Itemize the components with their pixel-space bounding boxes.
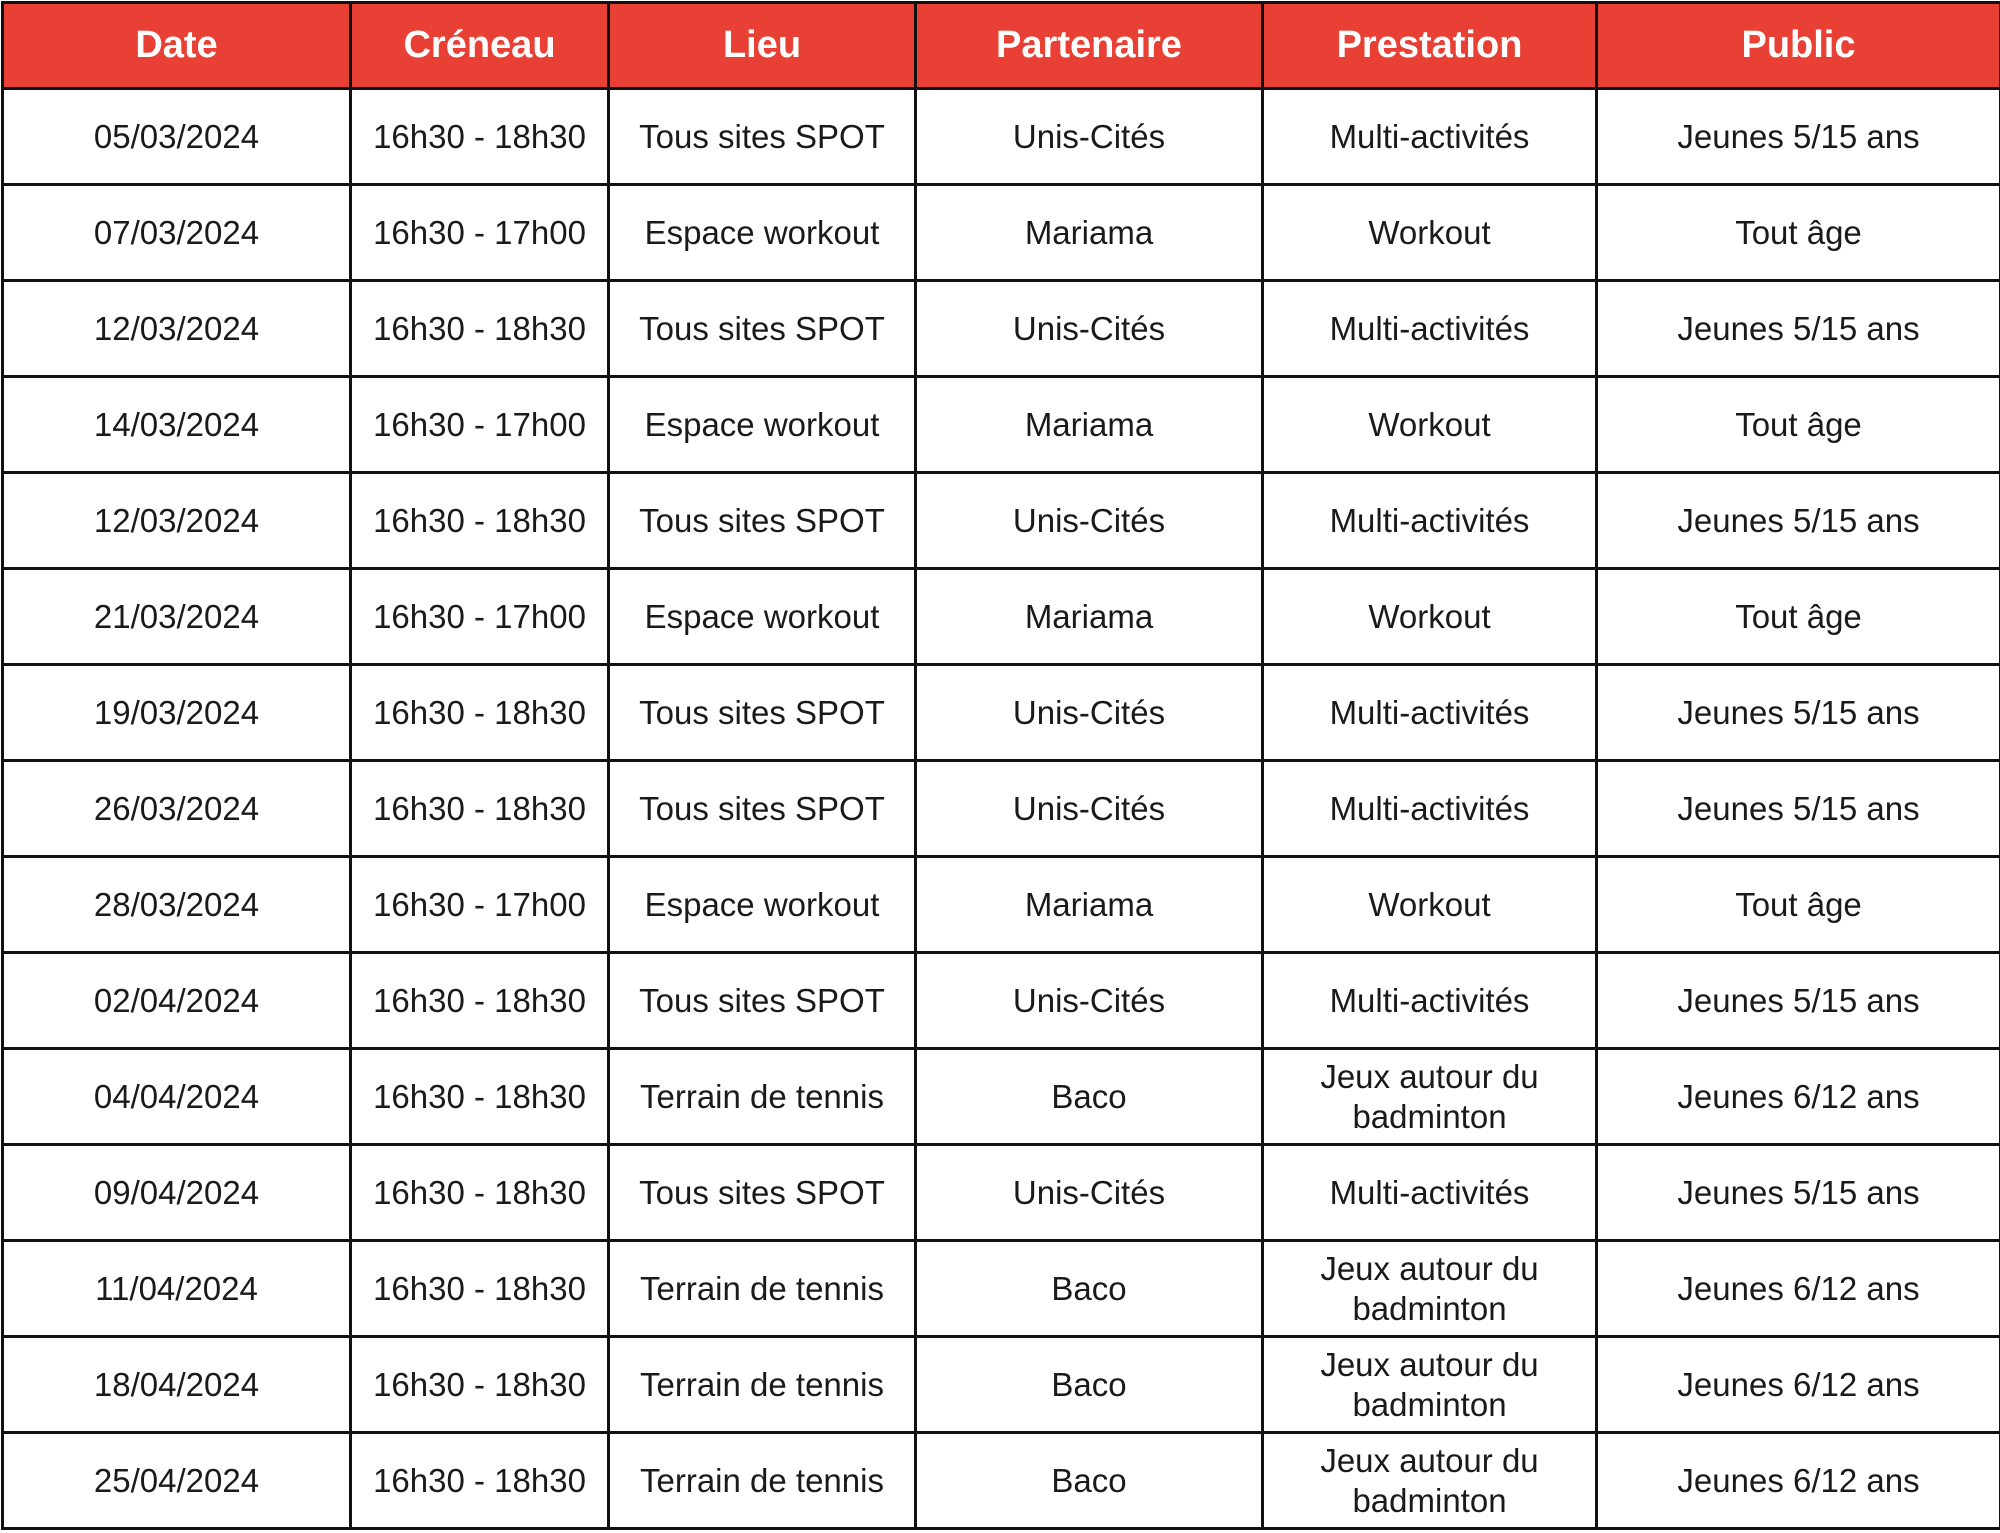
creneau-cell: 16h30 - 18h30 [351,473,609,569]
lieu-cell: Terrain de tennis [609,1433,916,1529]
public-cell: Jeunes 5/15 ans [1597,473,2000,569]
partenaire-cell: Baco [916,1241,1263,1337]
prestation-cell: Jeux autour du badminton [1263,1049,1597,1145]
lieu-cell: Espace workout [609,857,916,953]
table-row [3,281,2000,377]
public-cell: Jeunes 5/15 ans [1597,281,2000,377]
public-cell: Jeunes 5/15 ans [1597,665,2000,761]
public-cell: Tout âge [1597,185,2000,281]
prestation-cell: Jeux autour du badminton [1263,1337,1597,1433]
table-body [3,89,2000,1529]
prestation-cell: Jeux autour du badminton [1263,1433,1597,1529]
lieu-cell: Tous sites SPOT [609,281,916,377]
lieu-cell: Tous sites SPOT [609,473,916,569]
public-cell: Jeunes 5/15 ans [1597,953,2000,1049]
header-row [3,3,2000,89]
table-row [3,953,2000,1049]
partenaire-cell: Mariama [916,377,1263,473]
date-cell: 11/04/2024 [3,1241,351,1337]
table-row [3,89,2000,185]
creneau-cell: 16h30 - 18h30 [351,953,609,1049]
public-cell: Jeunes 5/15 ans [1597,89,2000,185]
lieu-cell: Tous sites SPOT [609,1145,916,1241]
prestation-cell: Multi-activités [1263,665,1597,761]
public-cell: Tout âge [1597,569,2000,665]
creneau-cell: 16h30 - 18h30 [351,89,609,185]
date-cell: 21/03/2024 [3,569,351,665]
partenaire-cell: Mariama [916,185,1263,281]
public-cell: Jeunes 5/15 ans [1597,761,2000,857]
public-cell: Jeunes 6/12 ans [1597,1241,2000,1337]
date-cell: 18/04/2024 [3,1337,351,1433]
partenaire-cell: Baco [916,1433,1263,1529]
date-cell: 02/04/2024 [3,953,351,1049]
creneau-cell: 16h30 - 17h00 [351,377,609,473]
table-row [3,1433,2000,1529]
creneau-cell: 16h30 - 18h30 [351,665,609,761]
public-cell: Jeunes 6/12 ans [1597,1337,2000,1433]
table-row [3,1241,2000,1337]
prestation-cell: Multi-activités [1263,761,1597,857]
prestation-cell: Jeux autour du badminton [1263,1241,1597,1337]
partenaire-cell: Unis-Cités [916,1145,1263,1241]
table-row [3,857,2000,953]
public-cell: Tout âge [1597,377,2000,473]
creneau-cell: 16h30 - 18h30 [351,761,609,857]
date-cell: 14/03/2024 [3,377,351,473]
partenaire-cell: Mariama [916,857,1263,953]
prestation-cell: Multi-activités [1263,1145,1597,1241]
lieu-cell: Terrain de tennis [609,1241,916,1337]
creneau-cell: 16h30 - 17h00 [351,185,609,281]
public-cell: Jeunes 5/15 ans [1597,1145,2000,1241]
creneau-cell: 16h30 - 18h30 [351,1337,609,1433]
lieu-cell: Tous sites SPOT [609,665,916,761]
date-cell: 26/03/2024 [3,761,351,857]
date-cell: 28/03/2024 [3,857,351,953]
column-header-creneau: Créneau [351,3,609,89]
table-row [3,473,2000,569]
table-row [3,1337,2000,1433]
lieu-cell: Espace workout [609,377,916,473]
date-cell: 12/03/2024 [3,473,351,569]
lieu-cell: Terrain de tennis [609,1049,916,1145]
lieu-cell: Espace workout [609,185,916,281]
partenaire-cell: Unis-Cités [916,761,1263,857]
prestation-cell: Workout [1263,377,1597,473]
table-row [3,185,2000,281]
column-header-date: Date [3,3,351,89]
prestation-cell: Workout [1263,185,1597,281]
date-cell: 12/03/2024 [3,281,351,377]
creneau-cell: 16h30 - 18h30 [351,1241,609,1337]
creneau-cell: 16h30 - 18h30 [351,1433,609,1529]
table-row [3,761,2000,857]
partenaire-cell: Unis-Cités [916,89,1263,185]
creneau-cell: 16h30 - 17h00 [351,569,609,665]
public-cell: Jeunes 6/12 ans [1597,1049,2000,1145]
partenaire-cell: Baco [916,1049,1263,1145]
public-cell: Tout âge [1597,857,2000,953]
date-cell: 25/04/2024 [3,1433,351,1529]
partenaire-cell: Unis-Cités [916,665,1263,761]
table-row [3,1049,2000,1145]
creneau-cell: 16h30 - 18h30 [351,1145,609,1241]
table-row [3,1145,2000,1241]
partenaire-cell: Mariama [916,569,1263,665]
prestation-cell: Multi-activités [1263,281,1597,377]
prestation-cell: Multi-activités [1263,953,1597,1049]
date-cell: 19/03/2024 [3,665,351,761]
lieu-cell: Terrain de tennis [609,1337,916,1433]
table-row [3,377,2000,473]
date-cell: 04/04/2024 [3,1049,351,1145]
prestation-cell: Workout [1263,857,1597,953]
column-header-partenaire: Partenaire [916,3,1263,89]
column-header-prestation: Prestation [1263,3,1597,89]
table-row [3,569,2000,665]
prestation-cell: Multi-activités [1263,473,1597,569]
creneau-cell: 16h30 - 17h00 [351,857,609,953]
partenaire-cell: Unis-Cités [916,473,1263,569]
table-row [3,665,2000,761]
partenaire-cell: Unis-Cités [916,953,1263,1049]
partenaire-cell: Baco [916,1337,1263,1433]
column-header-public: Public [1597,3,2000,89]
date-cell: 05/03/2024 [3,89,351,185]
date-cell: 09/04/2024 [3,1145,351,1241]
lieu-cell: Tous sites SPOT [609,89,916,185]
partenaire-cell: Unis-Cités [916,281,1263,377]
table-header [3,3,2000,89]
prestation-cell: Multi-activités [1263,89,1597,185]
public-cell: Jeunes 6/12 ans [1597,1433,2000,1529]
date-cell: 07/03/2024 [3,185,351,281]
lieu-cell: Tous sites SPOT [609,953,916,1049]
prestation-cell: Workout [1263,569,1597,665]
creneau-cell: 16h30 - 18h30 [351,281,609,377]
column-header-lieu: Lieu [609,3,916,89]
lieu-cell: Tous sites SPOT [609,761,916,857]
lieu-cell: Espace workout [609,569,916,665]
creneau-cell: 16h30 - 18h30 [351,1049,609,1145]
schedule-table [1,1,2000,1530]
